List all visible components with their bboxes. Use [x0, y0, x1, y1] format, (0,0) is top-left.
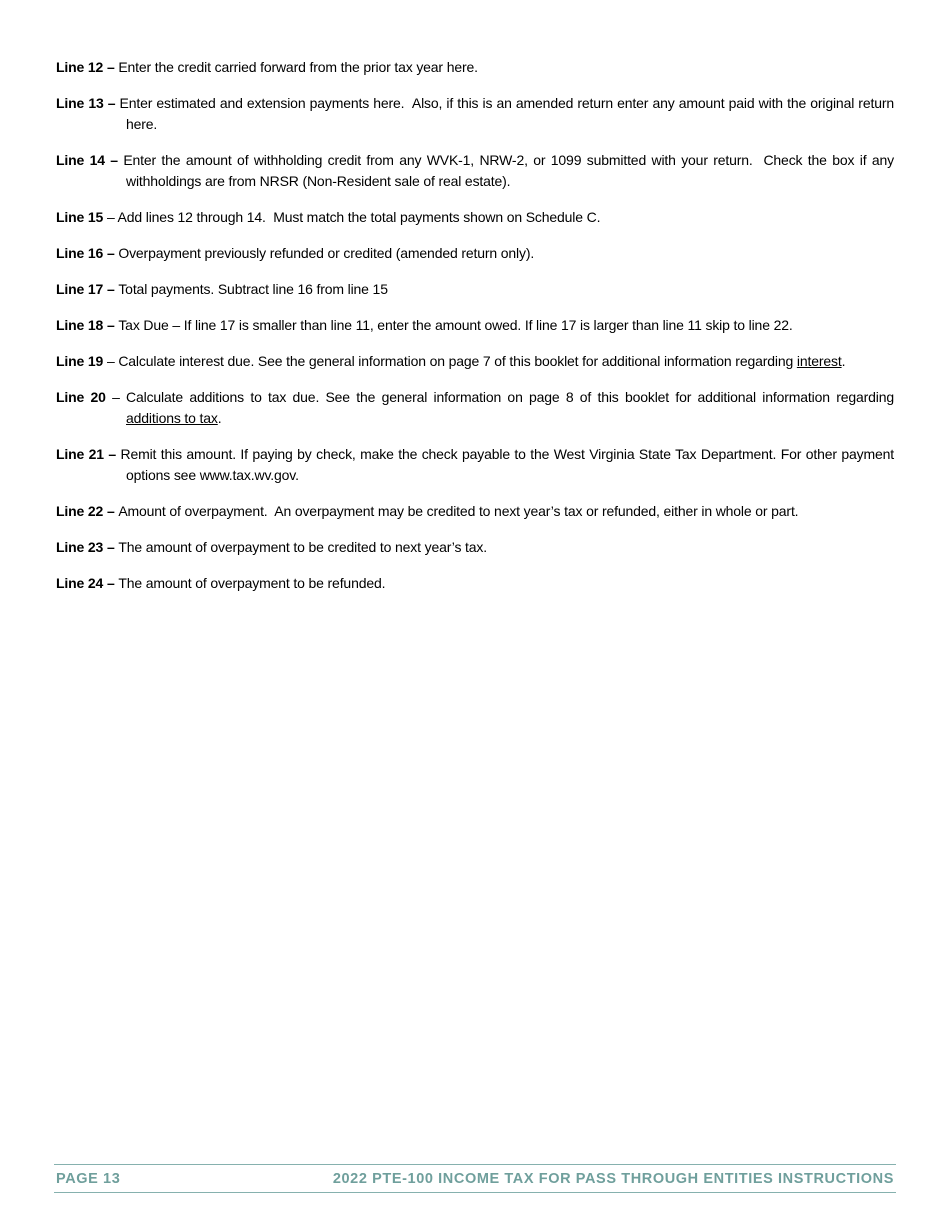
line-16-item [56, 243, 894, 264]
line-text: Add lines 12 through 14. Must match the total payments shown on Schedule C. [117, 209, 601, 225]
line-separator: – [103, 245, 119, 261]
line-label: Line 18 [56, 317, 104, 333]
line-13-item [56, 93, 894, 135]
line-separator: – [103, 503, 119, 519]
line-label: Line 20 [56, 389, 106, 405]
line-text: Enter the credit carried forward from the prior tax year here. [118, 59, 478, 75]
line-separator: – [103, 317, 119, 333]
line-separator: – [103, 281, 119, 297]
line-label: Line 15 [56, 209, 104, 225]
line-label: Line 19 [56, 353, 104, 369]
line-text: Remit this amount. If paying by check, make the check payable to the West Virginia State Tax Department. For other payment options see www.tax.wv.gov. [120, 446, 894, 483]
line-label: Line 13 [56, 95, 104, 111]
line-text: The amount of overpayment to be refunded. [118, 575, 386, 591]
line-text-end: . [217, 410, 222, 426]
line-label: Line 24 [56, 575, 104, 591]
line-text: Calculate interest due. See the general information on page 7 of this booklet for additional information regarding [118, 353, 797, 369]
line-separator: – [103, 575, 119, 591]
line-text: Calculate additions to tax due. See the general information on page 8 of this booklet for additional information regarding [126, 389, 894, 405]
line-20-item [56, 387, 894, 429]
line-text: Enter the amount of withholding credit from any WVK-1, NRW-2, or 1099 submitted with your return. Check the box if any withholdings are from NRSR (Non-Resident sale of real estate). [123, 152, 894, 189]
line-label: Line 12 [56, 59, 104, 75]
line-separator: – [103, 539, 119, 555]
line-text: Amount of overpayment. An overpayment may be credited to next year’s tax or refunded, either in whole or part. [118, 503, 799, 519]
line-label: Line 21 [56, 446, 104, 462]
line-text: Total payments. Subtract line 16 from line 15 [118, 281, 388, 297]
line-24-item [56, 573, 894, 594]
line-label: Line 22 [56, 503, 104, 519]
line-label: Line 16 [56, 245, 104, 261]
line-21-item [56, 444, 894, 486]
document-title: 2022 PTE-100 INCOME TAX FOR PASS THROUGH ENTITIES INSTRUCTIONS [332, 1170, 894, 1187]
page-footer [54, 1164, 896, 1193]
line-separator: – [103, 353, 119, 369]
line-separator: – [103, 59, 119, 75]
line-label: Line 17 [56, 281, 104, 297]
instructions-body [56, 57, 894, 609]
line-23-item [56, 537, 894, 558]
line-separator: – [103, 209, 118, 225]
line-text: The amount of overpayment to be credited to next year’s tax. [118, 539, 488, 555]
line-text: Overpayment previously refunded or credited (amended return only). [118, 245, 535, 261]
line-label: Line 23 [56, 539, 104, 555]
line-text: Tax Due – If line 17 is smaller than line 11, enter the amount owed. If line 17 is larger than line 11 skip to line 22. [118, 317, 793, 333]
line-text: Enter estimated and extension payments here. Also, if this is an amended return enter any amount paid with the original return here. [119, 95, 894, 132]
line-separator: – [104, 152, 124, 168]
line-22-item [56, 501, 894, 522]
page-number: PAGE 13 [56, 1170, 121, 1187]
line-separator: – [103, 446, 121, 462]
line-15-item [56, 207, 894, 228]
line-19-item [56, 351, 894, 372]
line-label: Line 14 [56, 152, 105, 168]
line-17-item [56, 279, 894, 300]
line-18-item [56, 315, 894, 336]
line-separator: – [103, 95, 120, 111]
line-14-item [56, 150, 894, 192]
interest-link[interactable]: interest [796, 353, 842, 369]
line-separator: – [105, 389, 127, 405]
line-text-end: . [841, 353, 846, 369]
line-12-item [56, 57, 894, 78]
additions-to-tax-link[interactable]: additions to tax [126, 410, 218, 426]
